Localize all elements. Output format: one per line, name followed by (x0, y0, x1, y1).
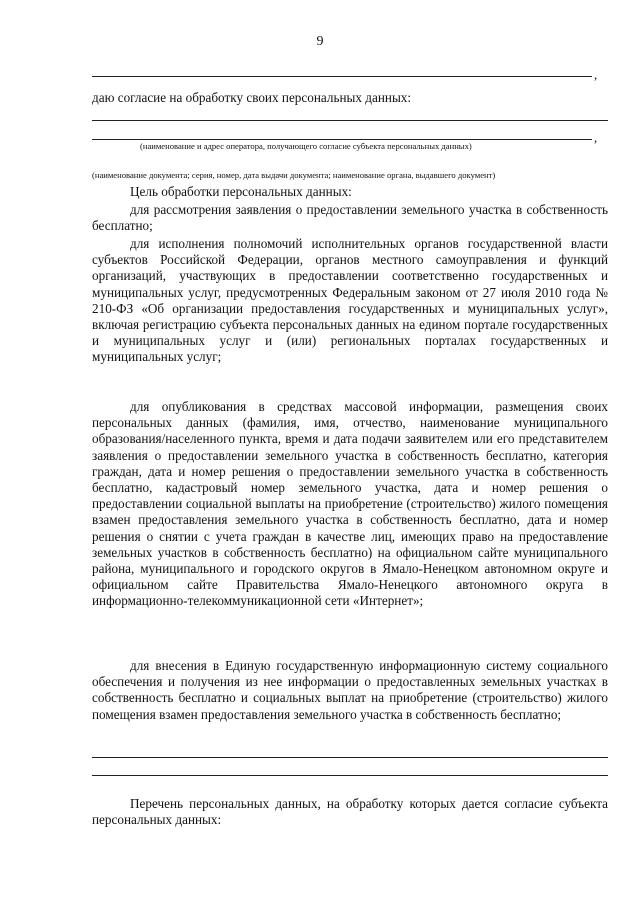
personal-data-list-intro: Перечень персональных данных, на обработку которых дается согласие субъекта персональных данных: (92, 796, 608, 828)
blank-line-top (92, 76, 592, 77)
page-number: 9 (316, 34, 324, 49)
blank-line-operator-1 (92, 120, 608, 121)
comma-mark-top: , (594, 67, 598, 82)
blank-line-bottom-1 (92, 757, 608, 758)
purpose-paragraph-1: для рассмотрения заявления о предоставлении земельного участка в собственность бесплатно; (92, 202, 608, 234)
comma-mark-operator: , (594, 130, 598, 145)
purpose-heading: Цель обработки персональных данных: (130, 184, 352, 199)
caption-operator: (наименование и адрес оператора, получающего согласие субъекта персональных данных) (140, 141, 472, 151)
caption-document: (наименование документа; серия, номер, дата выдачи документа; наименование органа, выдавшего документ) (92, 170, 496, 180)
purpose-paragraph-4: для внесения в Единую государственную информационную систему социального обеспечения и получения из нее информации о предоставленных земельных участках в собственность бесплатно и социальных выплат на приобретение (строительство) жилого помещения взамен предоставления земельного участка в собственность бесплатно; (92, 658, 608, 722)
purpose-paragraph-2: для исполнения полномочий исполнительных органов государственной власти субъектов Российской Федерации, органов местного самоуправления и функций организаций, участвующих в предоставлении соответственно государственных и муниципальных услуг, предусмотренных Федеральным законом от 27 июля 2010 года № 210-ФЗ «Об организации предоставления государственных и муниципальных услуг», включая регистрацию субъекта персональных данных на едином портале государственных и муниципальных услуг и (или) региональных порталах государственных и муниципальных услуг; (92, 236, 608, 365)
purpose-paragraph-3: для опубликования в средствах массовой информации, размещения своих персональных данных (фамилия, имя, отчество, наименование муниципального образования/населенного пункта, время и дата подачи заявителем или его представителем заявления о предоставлении земельного участка в собственность бесплатно, категория граждан, дата и номер решения о предоставлении земельного участка в собственность бесплатно, кадастровый номер земельного участка, дата и номер решения о предоставлении социальной выплаты на приобретение (строительство) жилого помещения взамен предоставления земельного участка в собственность бесплатно, дата и номер решения о снятии с учета граждан в качестве лиц, имеющих право на предоставление земельных участков в собственность бесплатно) на официальном сайте муниципального района, муниципального и городского округов в Ямало-Ненецком автономном округе и официальном сайте Правительства Ямало-Ненецкого автономного округа в информационно-телекоммуникационной сети «Интернет»; (92, 399, 608, 609)
blank-line-operator-2 (92, 139, 592, 140)
consent-statement: даю согласие на обработку своих персональных данных: (92, 90, 412, 105)
blank-line-bottom-2 (92, 775, 608, 776)
